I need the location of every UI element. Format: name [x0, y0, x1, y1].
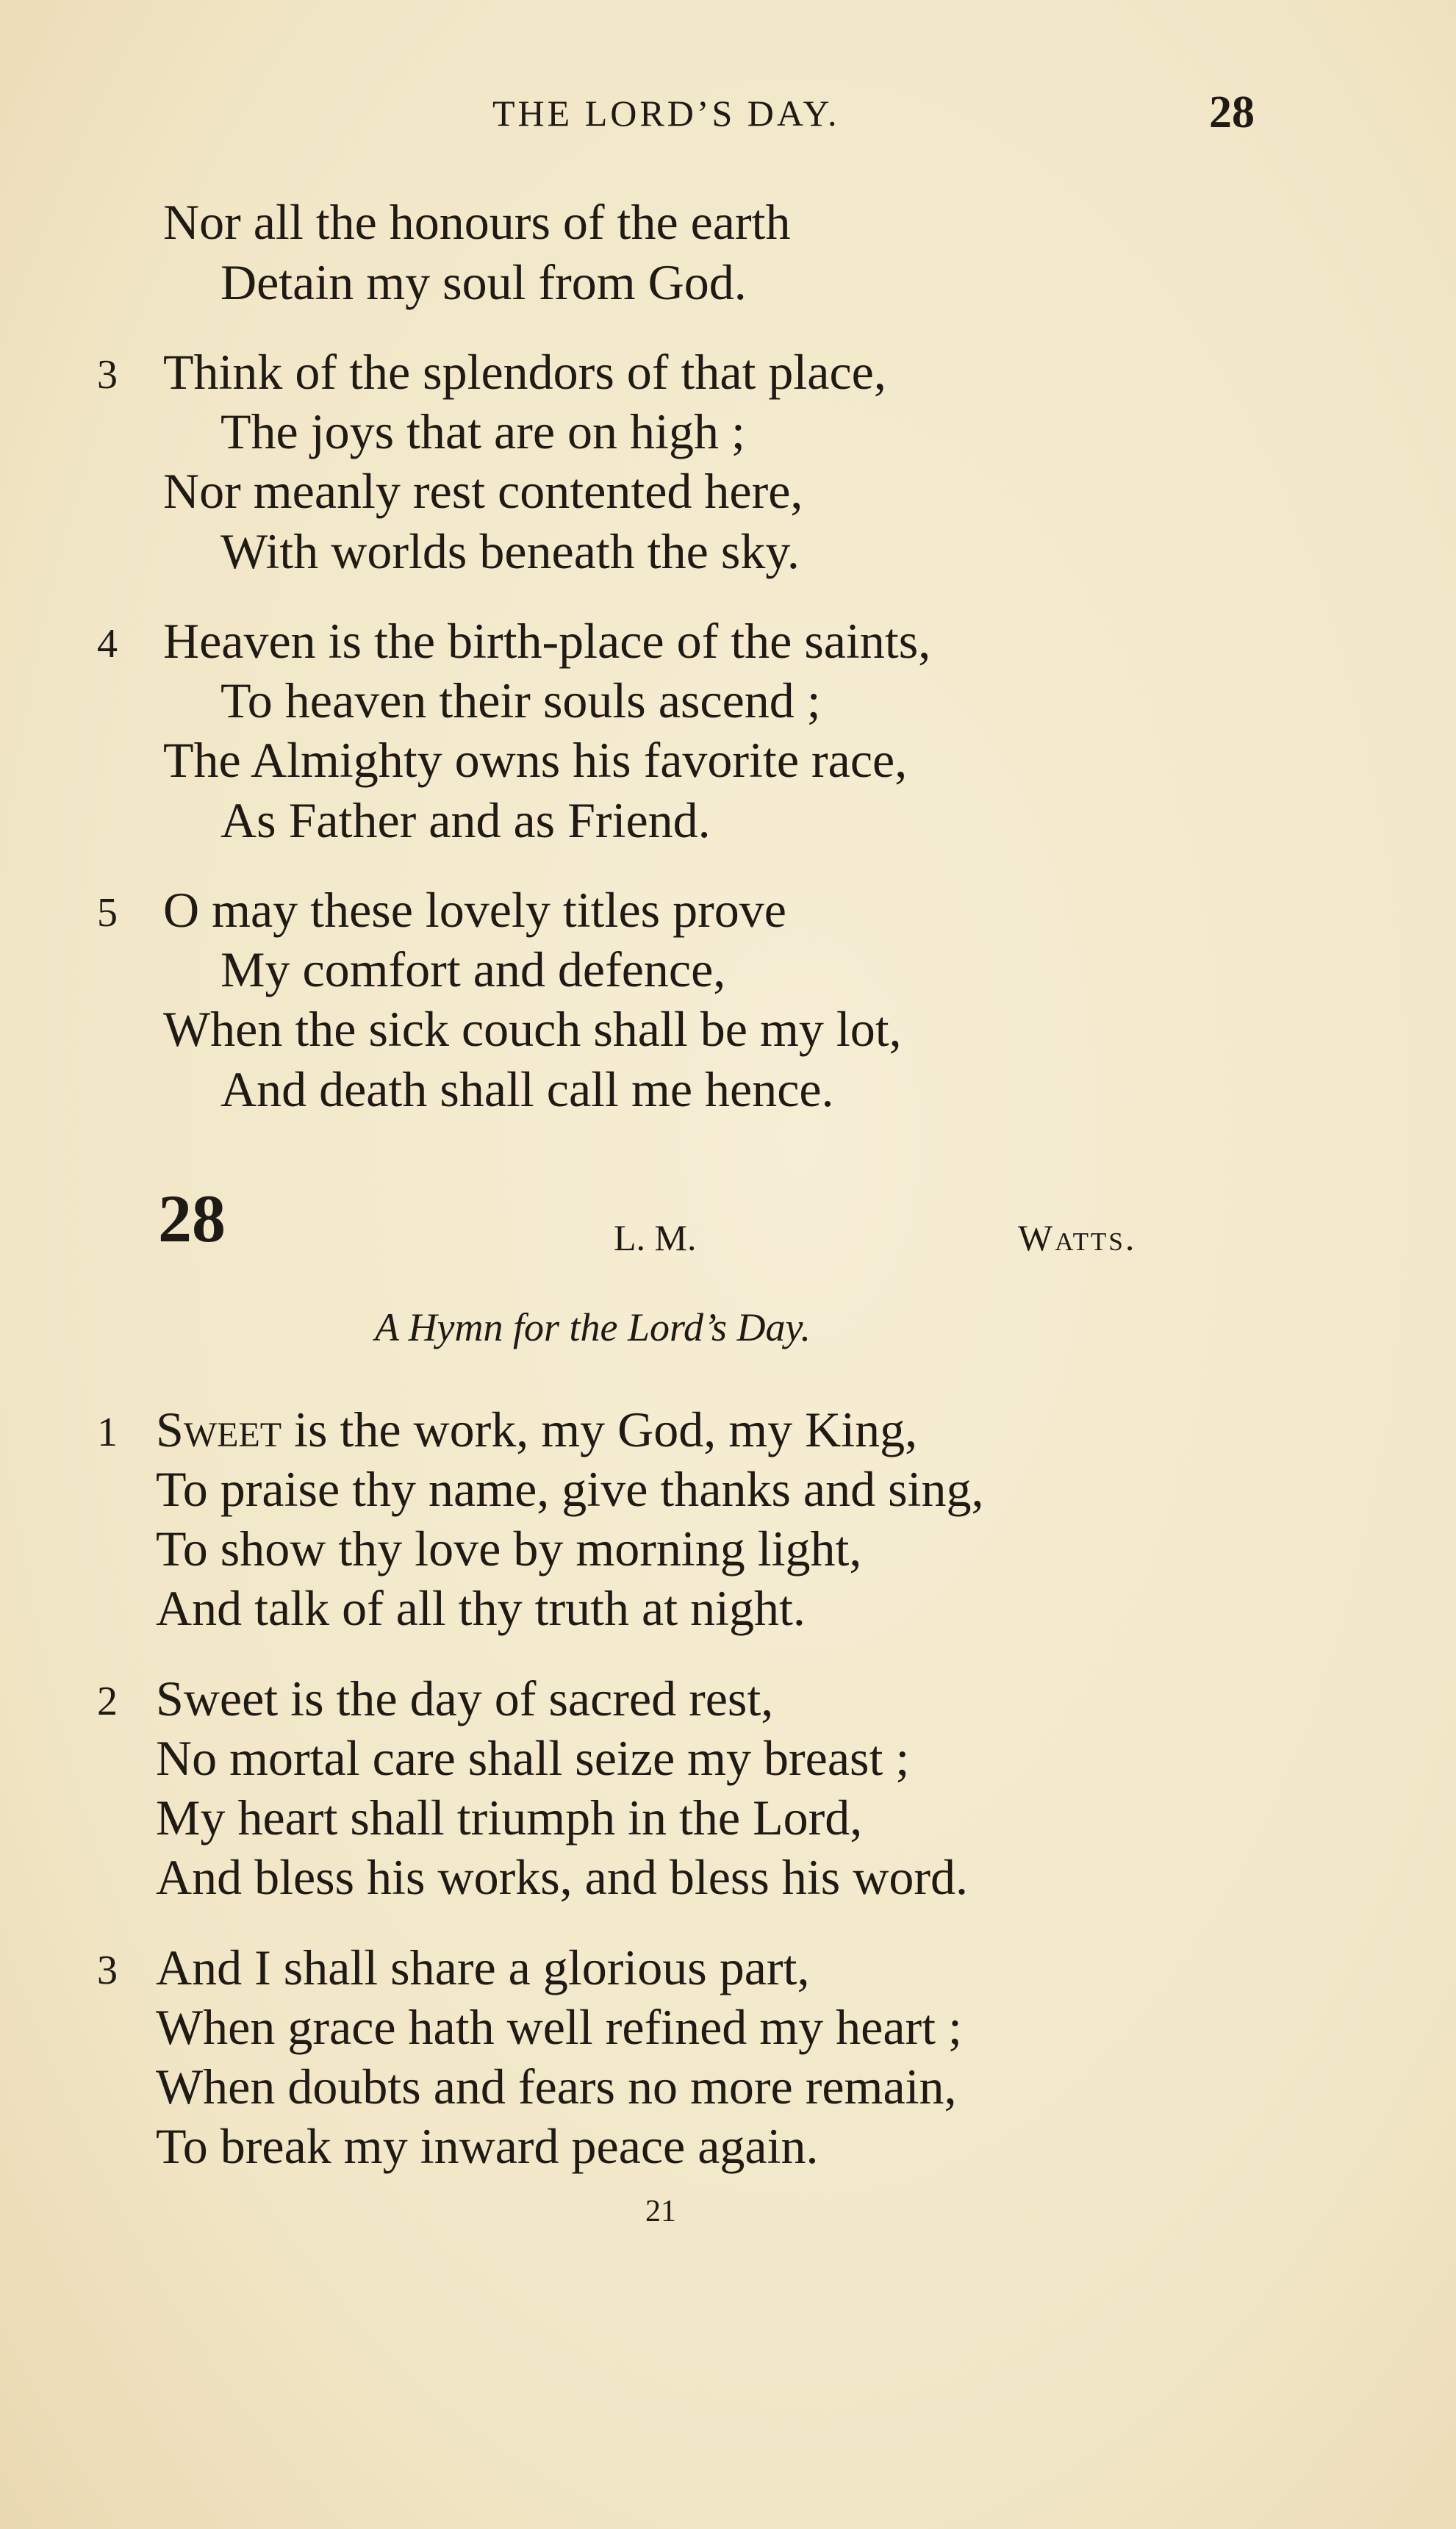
verse-line: As Father and as Friend. [220, 792, 711, 848]
verse-number: 4 [97, 621, 118, 667]
verse-line: Heaven is the birth-place of the saints, [163, 613, 931, 669]
continuation-line: Detain my soul from God. [220, 254, 747, 310]
verse-line: Think of the splendors of that place, [163, 344, 886, 400]
verse-line: To praise thy name, give thanks and sing, [156, 1461, 984, 1517]
verse-initial-word: Sweet [156, 1402, 282, 1457]
verse-line: When grace hath well refined my heart ; [156, 1999, 962, 2055]
verse-line: To break my inward peace again. [156, 2118, 819, 2174]
verse-line: No mortal care shall seize my breast ; [156, 1730, 910, 1786]
verse-line-first [156, 1402, 918, 1457]
verse-line: When doubts and fears no more remain, [156, 2059, 957, 2114]
verse-line: Sweet is the day of sacred rest, [156, 1671, 774, 1726]
verse-number: 1 [97, 1410, 118, 1455]
verse-line: My comfort and defence, [220, 941, 726, 997]
verse-number: 3 [97, 1948, 118, 1993]
verse-number: 2 [97, 1679, 118, 1724]
verse-number: 5 [97, 890, 118, 936]
continuation-line: Nor all the honours of the earth [163, 194, 791, 250]
page-number: 28 [1209, 87, 1255, 137]
verse-line: My heart shall triumph in the Lord, [156, 1790, 863, 1845]
signature-mark: 21 [645, 2195, 676, 2228]
verse-line: With worlds beneath the sky. [220, 523, 800, 579]
verse-line: The Almighty owns his favorite race, [163, 732, 908, 788]
verse-line-rest: is the work, my God, my King, [281, 1402, 918, 1457]
hymn-title: A Hymn for the Lord’s Day. [375, 1305, 811, 1349]
verse-line: O may these lovely titles prove [163, 882, 786, 938]
verse-line: When the sick couch shall be my lot, [163, 1001, 902, 1057]
hymn-number: 28 [158, 1181, 226, 1256]
hymn-meter: L. M. [614, 1217, 697, 1258]
verse-line: To heaven their souls ascend ; [220, 672, 821, 728]
verse-line: Nor meanly rest contented here, [163, 463, 803, 519]
running-head: THE LORD’S DAY. [492, 93, 840, 134]
verse-line: And I shall share a glorious part, [156, 1940, 810, 1995]
hymn-author: Watts. [1018, 1217, 1137, 1258]
verse-line: To show thy love by morning light, [156, 1521, 862, 1576]
verse-number: 3 [97, 352, 118, 398]
verse-line: And bless his works, and bless his word. [156, 1849, 968, 1905]
verse-line: And talk of all thy truth at night. [156, 1580, 806, 1636]
verse-line: The joys that are on high ; [220, 403, 745, 459]
verse-line: And death shall call me hence. [220, 1061, 834, 1117]
